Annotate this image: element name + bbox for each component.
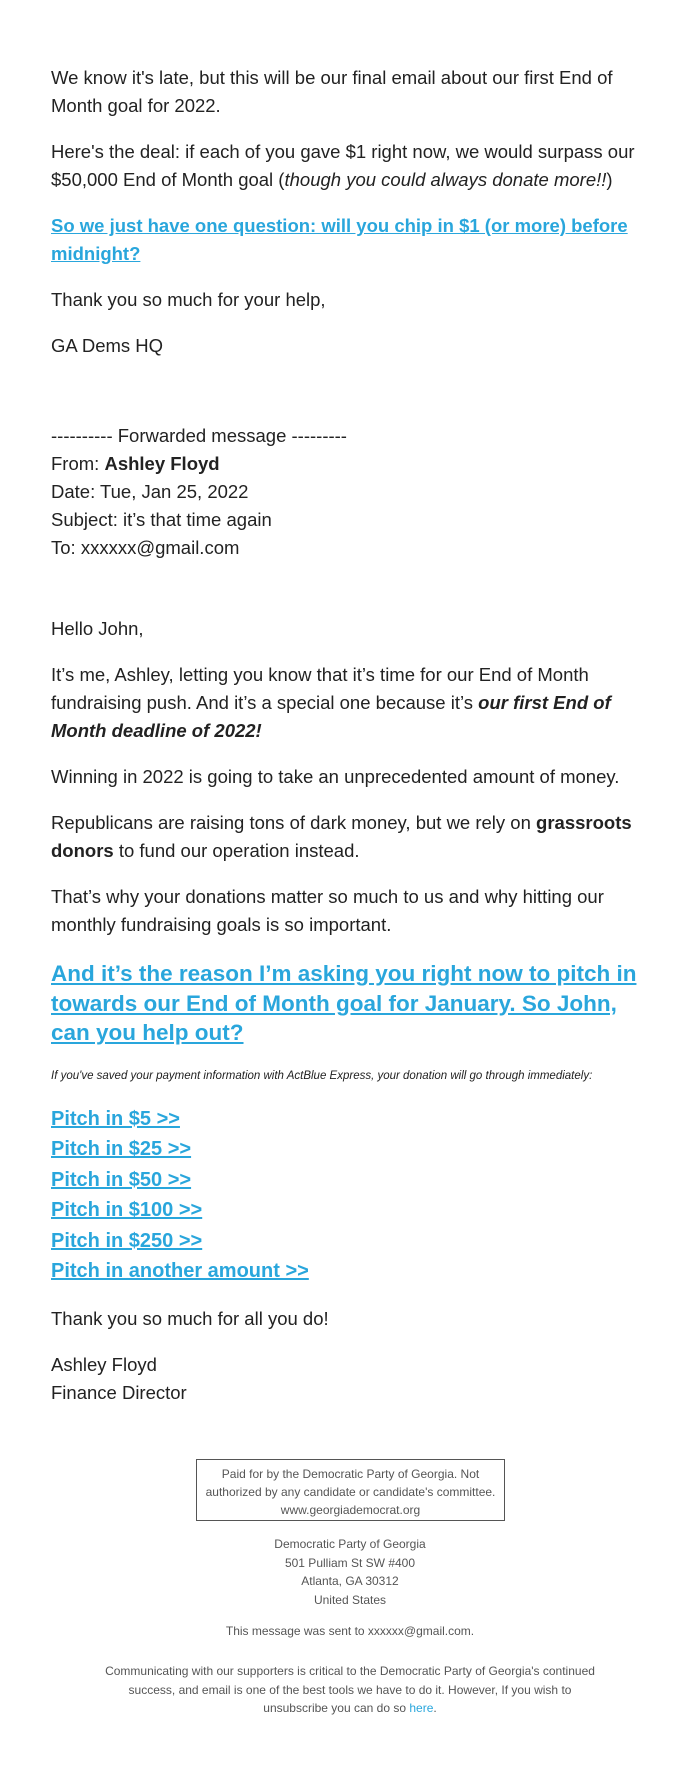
pitch-in-250-link[interactable]: Pitch in $250 >> xyxy=(51,1229,203,1252)
paid-for-disclaimer xyxy=(196,1459,505,1521)
body-p3-end: to fund our operation instead. xyxy=(113,840,360,861)
pitch-in-25-link[interactable]: Pitch in $25 >> xyxy=(51,1138,192,1160)
body-p3-bold: grassroots donors xyxy=(51,812,632,861)
intro-paragraph-2 xyxy=(51,138,661,194)
address-country: United States xyxy=(313,1592,387,1607)
address-city: Atlanta, GA 30312 xyxy=(301,1574,399,1588)
unsubscribe-end: . xyxy=(433,1701,437,1715)
intro-paragraph-1: We know it's late, but this will be our final email about our first End of Month goal for 2022. xyxy=(51,67,613,116)
pitch-in-5-link[interactable]: Pitch in $5 >> xyxy=(51,1107,180,1130)
chip-in-question-link[interactable]: So we just have one question: will you chip in $1 (or more) before midnight? xyxy=(51,215,628,264)
body-paragraph-3 xyxy=(51,809,661,865)
pitch-in-headline-link[interactable]: And it’s the reason I’m asking you right now to pitch in towards our End of Month goal for January. So John, can you help out? xyxy=(51,961,637,1045)
body-thanks: Thank you so much for all you do! xyxy=(51,1307,329,1329)
paid-line-2: authorized by any candidate or candidate's committee. xyxy=(205,1485,496,1499)
email-body xyxy=(51,0,661,1407)
forwarded-to: To: xxxxxx@gmail.com xyxy=(51,537,240,558)
intro-signoff: GA Dems HQ xyxy=(51,335,164,356)
intro-thanks: Thank you so much for your help, xyxy=(51,289,326,310)
sent-to-line xyxy=(0,1624,700,1638)
address-org: Democratic Party of Georgia xyxy=(274,1537,426,1551)
sent-email: xxxxxx@gmail.com xyxy=(367,1624,471,1638)
paid-line-1: Paid for by the Democratic Party of Georgia. Not xyxy=(221,1467,480,1481)
body-paragraph-1 xyxy=(51,661,661,745)
intro-p2-text: Here's the deal: if each of you gave $1 right now, we would surpass our $50,000 End of Month goal ( xyxy=(51,141,635,190)
sent-suffix: . xyxy=(470,1624,475,1638)
mailing-address xyxy=(0,1535,700,1609)
signature-title: Finance Director xyxy=(51,1381,187,1403)
intro-p2-italic: though you could always donate more!! xyxy=(284,169,607,190)
pitch-in-links xyxy=(51,1104,661,1287)
unsubscribe-text: Communicating with our supporters is critical to the Democratic Party of Georgia's continued success, and email is one of the best tools we have to do it. However, If you wish to unsubscribe you can do so xyxy=(105,1664,595,1715)
from-label: From: xyxy=(51,453,105,474)
sent-prefix: This message was sent to xyxy=(225,1624,368,1638)
signature-name: Ashley Floyd xyxy=(51,1353,157,1375)
actblue-express-note: If you've saved your payment information with ActBlue Express, your donation will go through immediately: xyxy=(51,1069,593,1082)
forwarded-header: ---------- Forwarded message --------- xyxy=(51,425,347,446)
pitch-in-100-link[interactable]: Pitch in $100 >> xyxy=(51,1199,203,1221)
forwarded-date: Date: Tue, Jan 25, 2022 xyxy=(51,481,249,502)
unsubscribe-notice xyxy=(100,1662,600,1718)
intro-p2-end: ) xyxy=(606,169,613,190)
unsubscribe-link[interactable]: here xyxy=(409,1701,434,1715)
greeting: Hello John, xyxy=(51,618,144,639)
body-p3-text: Republicans are raising tons of dark money, but we rely on xyxy=(51,812,537,833)
body-paragraph-4: That’s why your donations matter so much to us and why hitting our monthly fundraising goals is so important. xyxy=(51,886,604,935)
pitch-in-other-link[interactable]: Pitch in another amount >> xyxy=(51,1260,309,1282)
body-p1-text: It’s me, Ashley, letting you know that it’s time for our End of Month fundraising push. And it’s a special one because it’s xyxy=(51,664,589,713)
body-paragraph-2: Winning in 2022 is going to take an unprecedented amount of money. xyxy=(51,766,620,787)
forwarded-from xyxy=(51,450,661,478)
from-name: Ashley Floyd xyxy=(104,453,220,474)
address-street: 501 Pulliam St SW #400 xyxy=(284,1555,416,1570)
body-p1-emphasis: our first End of Month deadline of 2022! xyxy=(51,692,611,741)
forwarded-subject: Subject: it’s that time again xyxy=(51,509,272,530)
paid-line-3: www.georgiademocrat.org xyxy=(280,1503,421,1517)
pitch-in-50-link[interactable]: Pitch in $50 >> xyxy=(51,1168,192,1191)
